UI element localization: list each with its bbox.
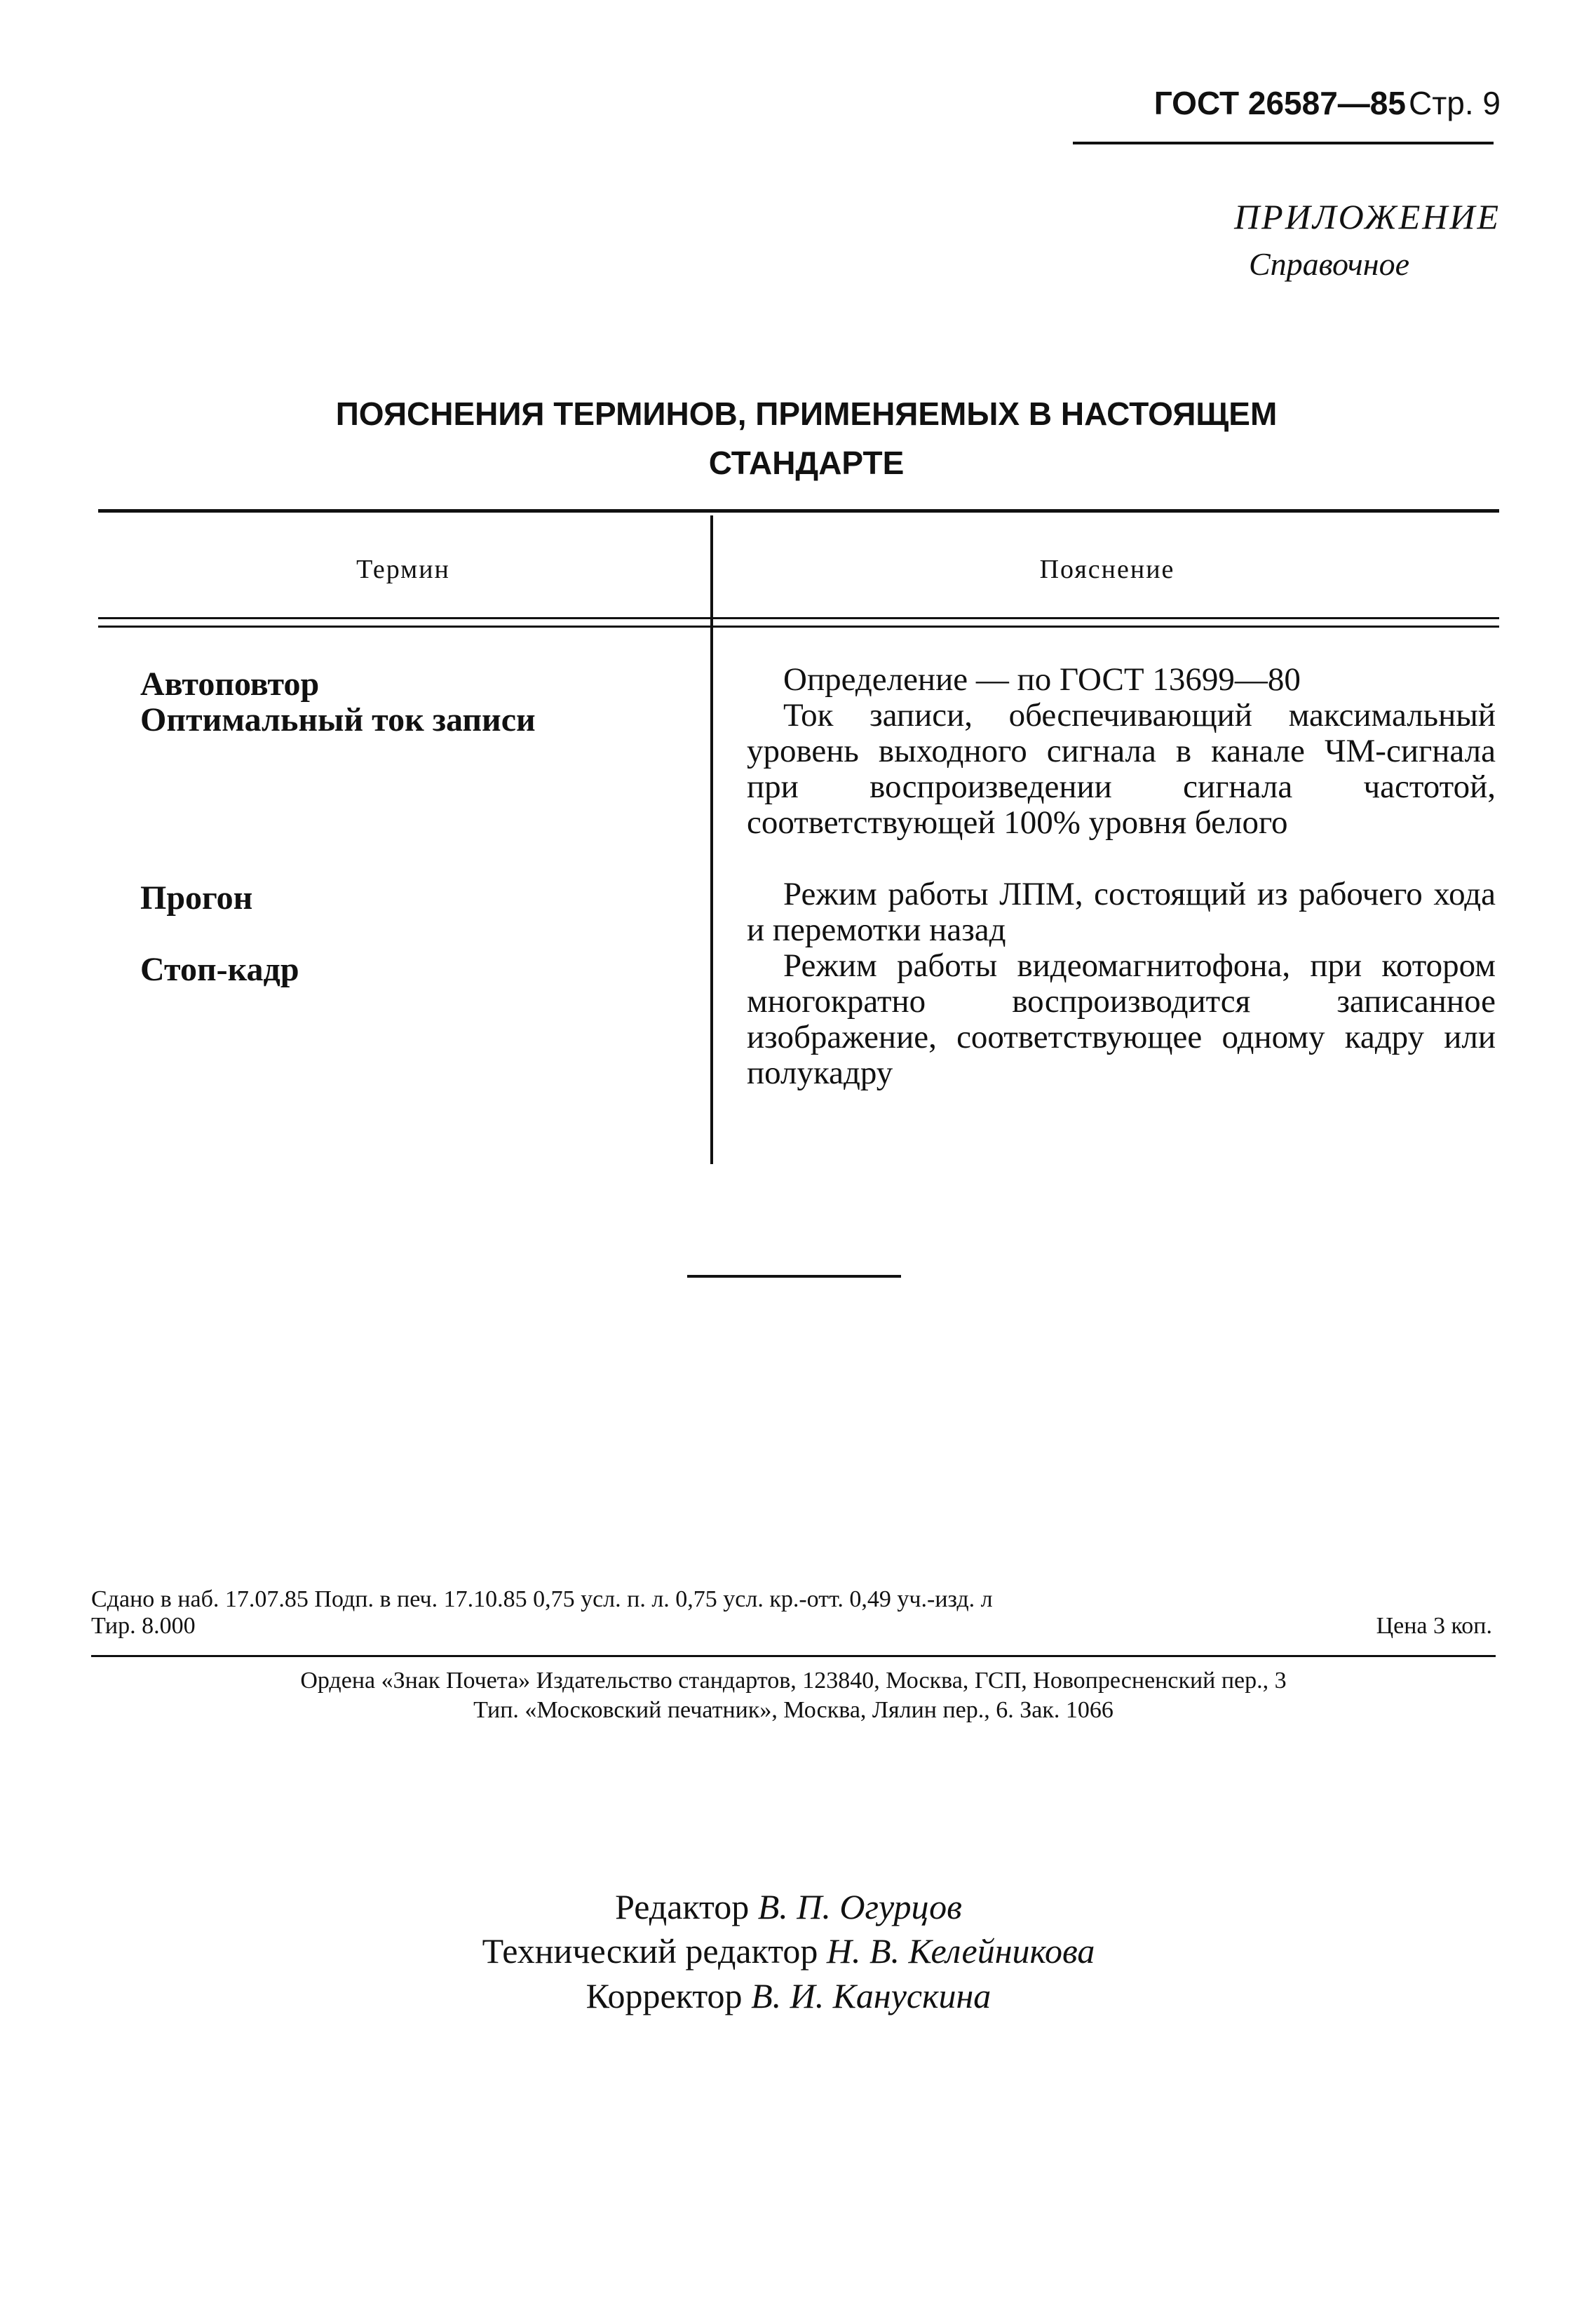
credit-role: Редактор: [615, 1887, 750, 1926]
title-line-1: ПОЯСНЕНИЯ ТЕРМИНОВ, ПРИМЕНЯЕМЫХ В НАСТОЯЩЕМ: [335, 396, 1278, 432]
page-number: Стр. 9: [1408, 85, 1501, 121]
credit-role: Технический редактор: [482, 1931, 818, 1971]
column-header-term: Термин: [356, 555, 450, 584]
imprint-block: [91, 1586, 1492, 1640]
credit-editor: [0, 1886, 1577, 1927]
explanation-optimal-recording-current: Ток записи, обеспечивающий максимальный уровень выходного сигнала в канале ЧМ-сигнала при воспроизведении сигнала частотой, соответствующей 100% уровня белого: [747, 697, 1496, 841]
table-header-rule: [98, 617, 1499, 619]
header-rule: [1073, 142, 1494, 144]
appendix-type: Справочное: [1248, 246, 1409, 282]
end-rule: [687, 1275, 901, 1278]
imprint-circulation: Тир. 8.000: [91, 1613, 196, 1639]
page-title: [210, 389, 1402, 487]
credit-role: Корректор: [586, 1976, 743, 2015]
appendix-label: ПРИЛОЖЕНИЕ: [1234, 197, 1501, 236]
credit-proofreader: [0, 1975, 1577, 2016]
imprint-line-dates: Сдано в наб. 17.07.85 Подп. в печ. 17.10.85 0,75 усл. п. л. 0,75 усл. кр.-отт. 0,49 уч.-изд. л: [91, 1586, 993, 1612]
credit-name: Н. В. Келейникова: [826, 1931, 1095, 1971]
credit-technical-editor: [0, 1931, 1577, 1971]
title-line-2: СТАНДАРТЕ: [708, 445, 905, 481]
credit-name: В. И. Канускина: [751, 1976, 991, 2015]
term-autorepeat: Автоповтор: [140, 666, 320, 703]
running-header: [1052, 84, 1501, 122]
table-top-rule: [98, 509, 1499, 513]
explanation-autorepeat: Определение — по ГОСТ 13699—80: [783, 661, 1301, 698]
imprint-printer: Тип. «Московский печатник», Москва, Лялин пер., 6. Зак. 1066: [473, 1697, 1114, 1723]
imprint-row: [91, 1613, 1492, 1640]
imprint-rule: [91, 1655, 1496, 1657]
explanation-freeze-frame: Режим работы видеомагнитофона, при котором многократно воспроизводится записанное изображение, соответствующее одному кадру или полукадру: [747, 947, 1496, 1091]
table-header-rule-double: [98, 626, 1499, 628]
imprint-price: Цена 3 коп.: [1376, 1613, 1492, 1639]
term-run: Прогон: [140, 879, 253, 917]
term-freeze-frame: Стоп-кадр: [140, 951, 299, 988]
credit-name: В. П. Огурцов: [757, 1887, 962, 1926]
standard-number: ГОСТ 26587—85: [1153, 85, 1406, 121]
explanation-run: Режим работы ЛПМ, состоящий из рабочего хода и перемотки назад: [747, 876, 1496, 948]
table-column-divider: [710, 515, 713, 1164]
term-optimal-recording-current: Оптимальный ток записи: [140, 701, 536, 738]
imprint-publisher: Ордена «Знак Почета» Издательство стандартов, 123840, Москва, ГСП, Новопресненский пер., 3: [300, 1668, 1287, 1694]
column-header-explanation: Пояснение: [1039, 555, 1175, 584]
